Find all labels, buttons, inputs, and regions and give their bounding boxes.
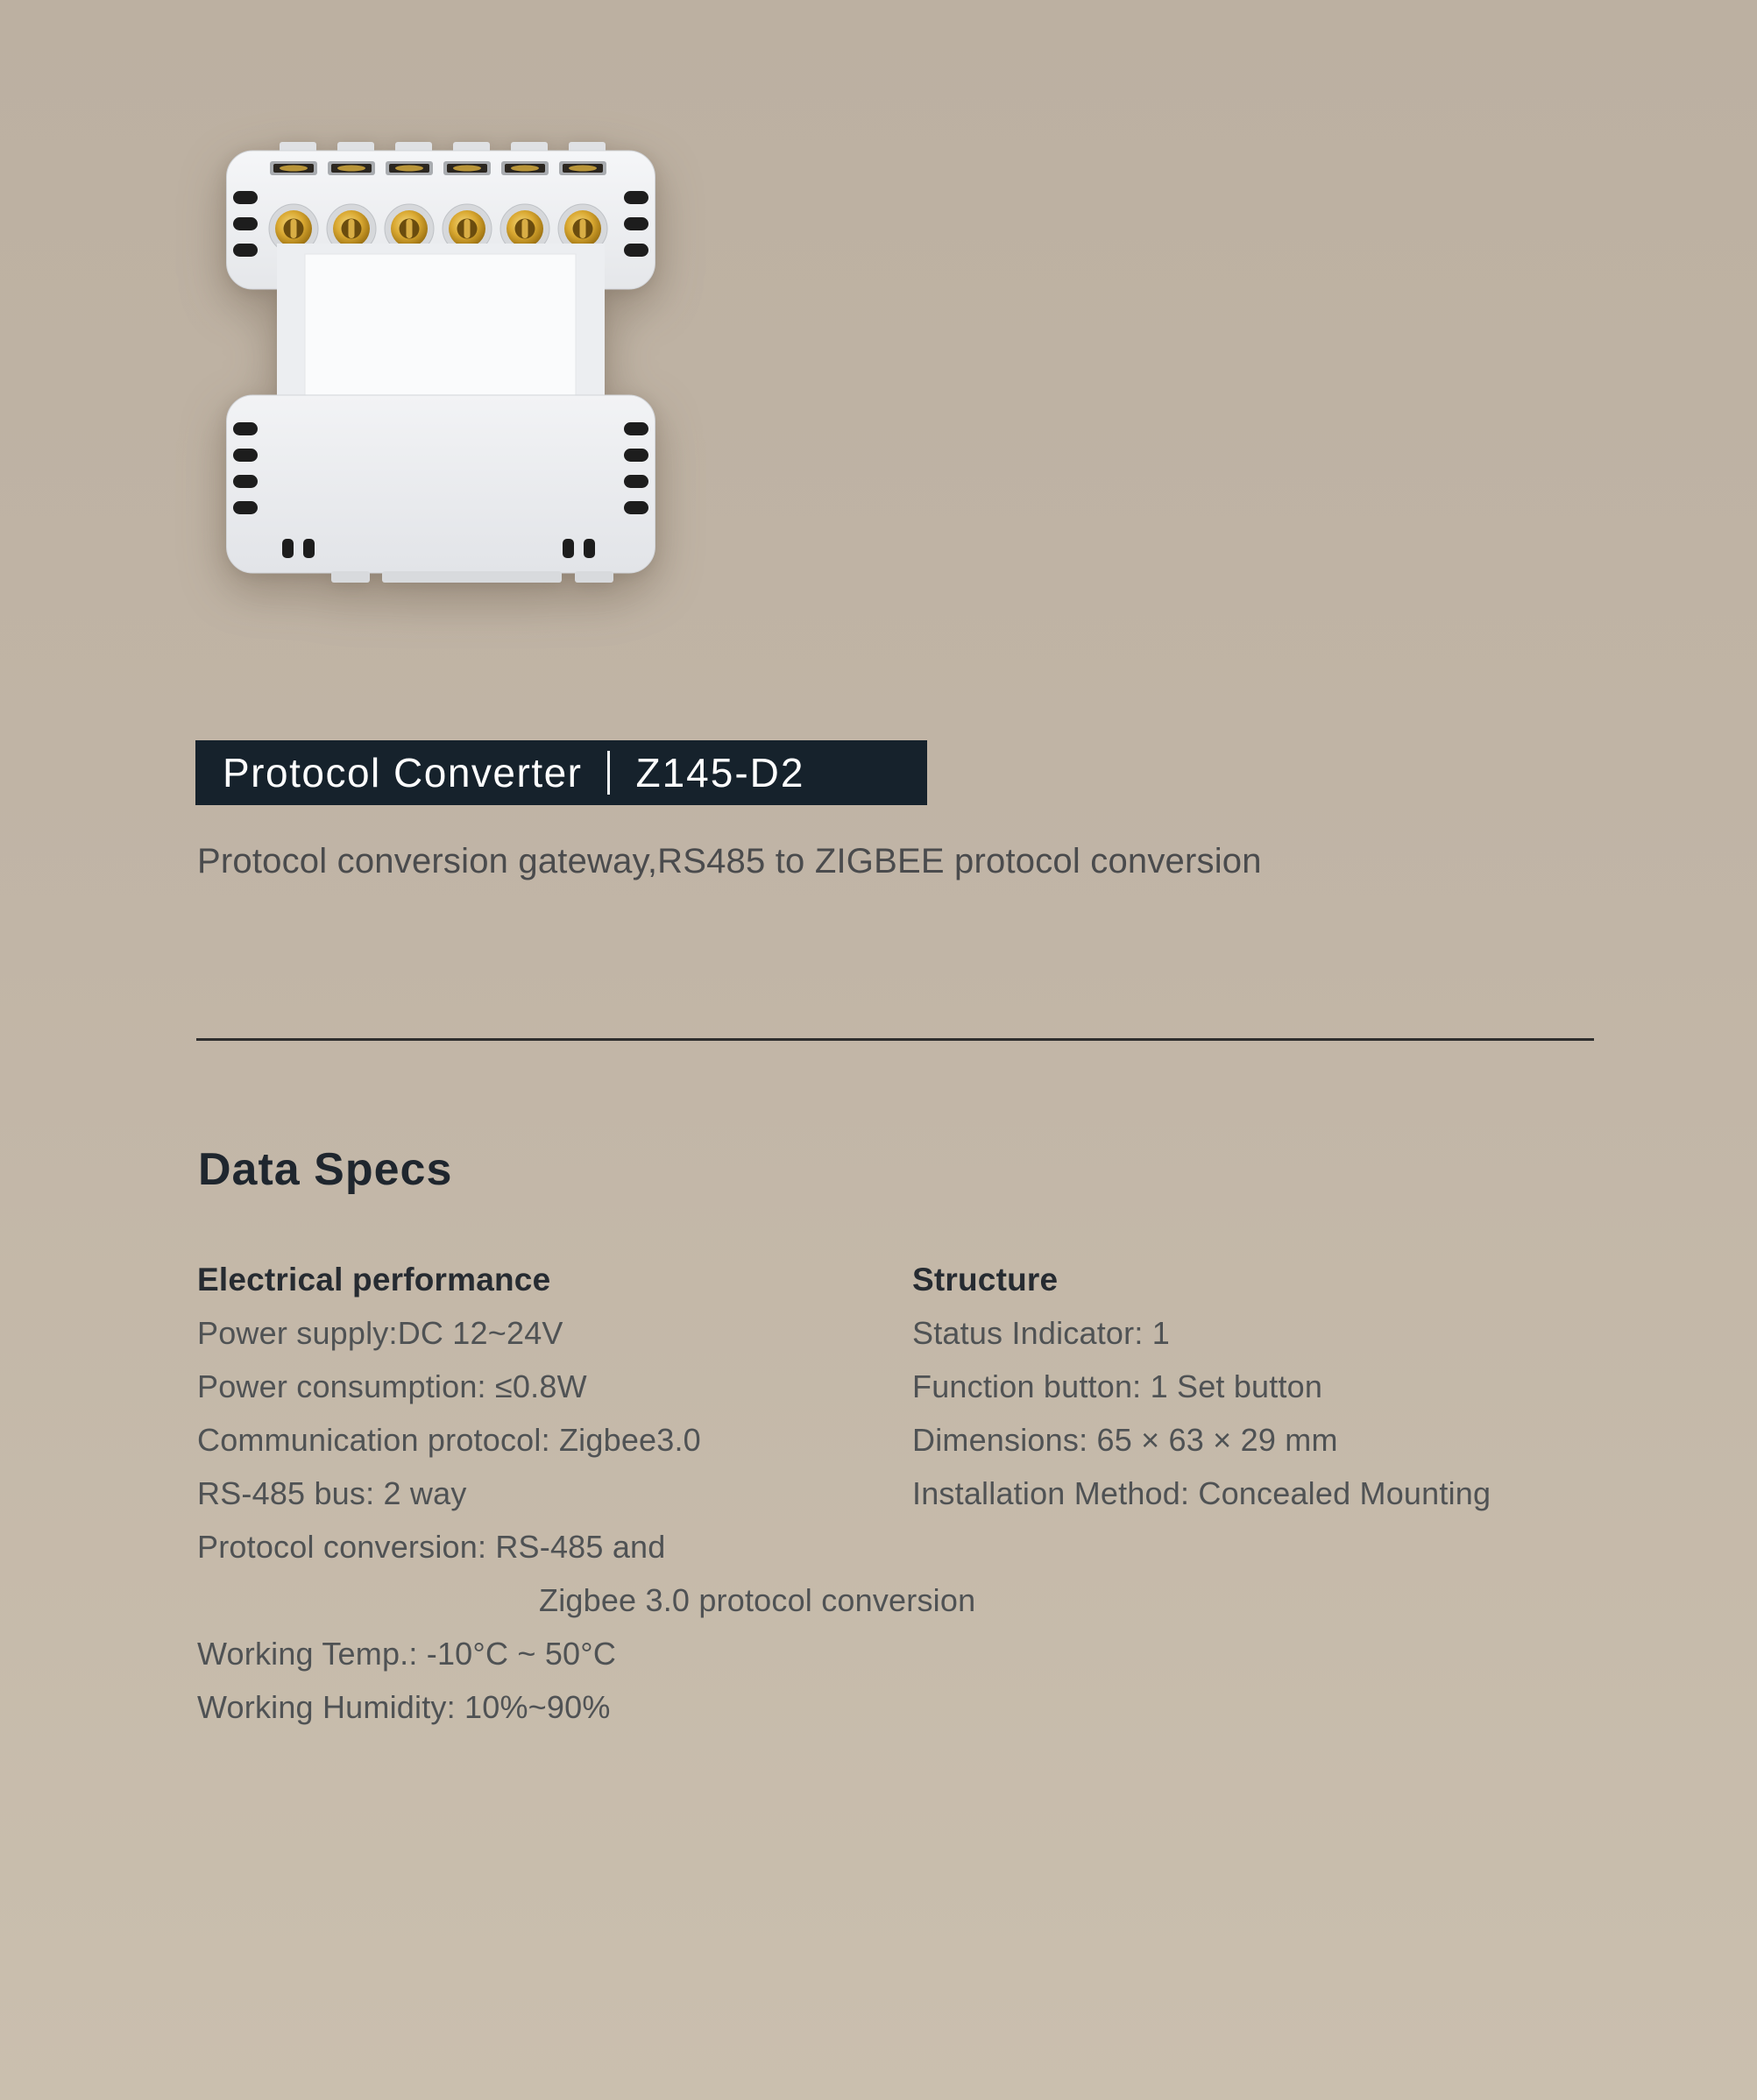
spec-line: Protocol conversion: RS-485 and — [197, 1529, 666, 1565]
product-photo — [226, 140, 655, 583]
section-divider — [196, 1038, 1594, 1041]
spec-line: Power supply:DC 12~24V — [197, 1315, 563, 1351]
product-name: Protocol Converter — [223, 750, 583, 795]
spec-column-electrical — [197, 1253, 976, 1734]
spec-line: Function button: 1 Set button — [912, 1368, 1323, 1404]
spec-line: Working Humidity: 10%~90% — [197, 1689, 611, 1725]
protocol-converter-device — [226, 140, 655, 583]
title-separator — [607, 751, 610, 795]
spec-column-heading: Electrical performance — [197, 1262, 551, 1297]
product-title-bar — [195, 740, 927, 805]
spec-line: Status Indicator: 1 — [912, 1315, 1170, 1351]
spec-column-structure — [912, 1253, 1718, 1520]
blank-label-plate — [305, 254, 576, 395]
product-description: Protocol conversion gateway,RS485 to ZIGBEE protocol conversion — [197, 842, 1262, 880]
spec-line: Working Temp.: -10°C ~ 50°C — [197, 1636, 617, 1672]
spec-line: Communication protocol: Zigbee3.0 — [197, 1422, 701, 1458]
section-heading: Data Specs — [198, 1144, 453, 1195]
product-model: Z145-D2 — [635, 750, 805, 795]
spec-line: Dimensions: 65 × 63 × 29 mm — [912, 1422, 1338, 1458]
spec-line-continuation: Zigbee 3.0 protocol conversion — [539, 1582, 976, 1618]
spec-column-heading: Structure — [912, 1262, 1059, 1297]
spec-line: Power consumption: ≤0.8W — [197, 1368, 587, 1404]
spec-line: Installation Method: Concealed Mounting — [912, 1475, 1491, 1511]
spec-line: RS-485 bus: 2 way — [197, 1475, 467, 1511]
